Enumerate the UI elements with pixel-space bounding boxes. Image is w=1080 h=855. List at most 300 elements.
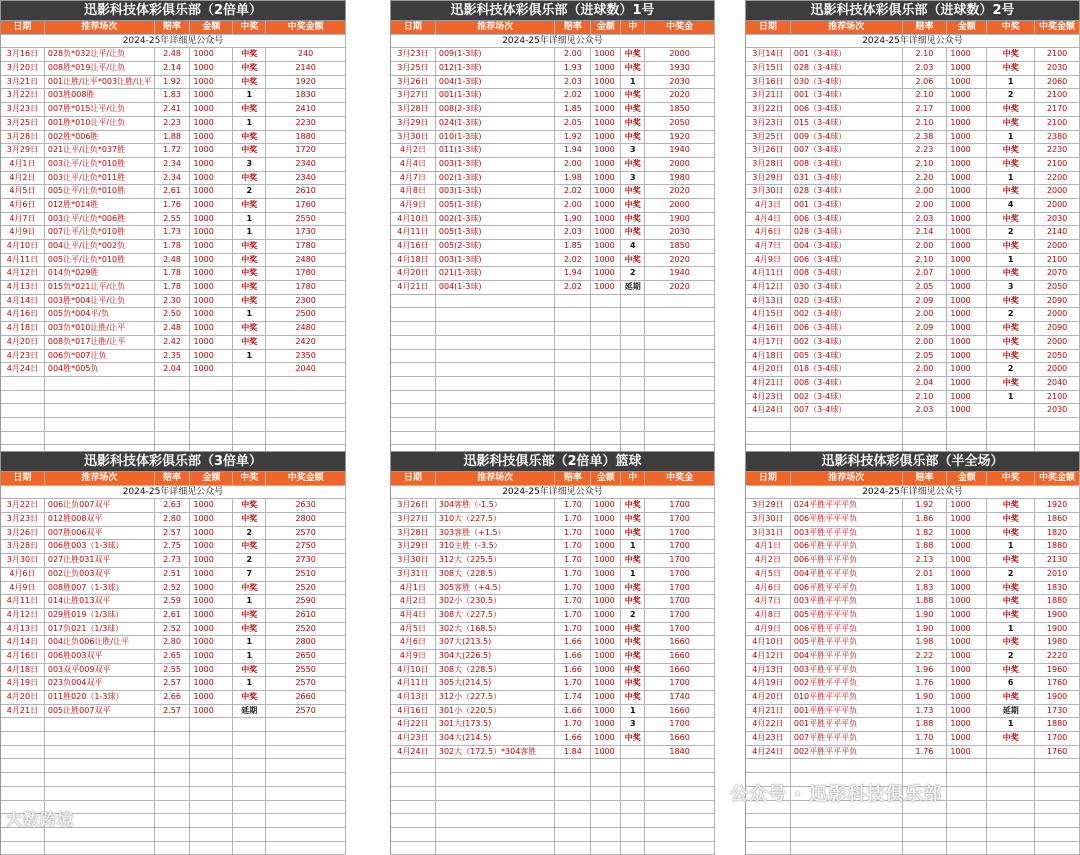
result-cell: 1 xyxy=(621,76,645,90)
amount-cell: 1000 xyxy=(947,691,987,705)
amount-cell: 1000 xyxy=(190,350,233,364)
payout-cell: 1820 xyxy=(1035,527,1080,541)
table-row xyxy=(391,62,715,76)
empty-cell xyxy=(233,732,266,746)
empty-cell xyxy=(436,295,556,309)
payout-cell: 2750 xyxy=(266,540,346,554)
date-cell: 4月2日 xyxy=(746,554,791,568)
subtitle-row xyxy=(1,35,346,49)
odds-cell: 1.92 xyxy=(555,131,591,145)
payout-cell: 1900 xyxy=(645,213,715,227)
empty-cell xyxy=(987,828,1035,842)
empty-row xyxy=(391,842,715,855)
payout-cell: 2140 xyxy=(266,62,346,76)
date-cell: 3月20日 xyxy=(1,62,45,76)
result-cell: 3 xyxy=(621,718,645,732)
date-cell: 4月20日 xyxy=(746,691,791,705)
table-row xyxy=(746,240,1080,254)
pick-cell: 005让平/让负*010胜 xyxy=(45,185,155,199)
amount-cell: 1000 xyxy=(190,254,233,268)
empty-cell xyxy=(45,404,155,418)
result-cell: 中奖 xyxy=(621,213,645,227)
empty-row xyxy=(746,814,1080,828)
table-row xyxy=(391,664,715,678)
pick-cell: 307大(213.5) xyxy=(436,636,556,650)
empty-cell xyxy=(903,432,948,446)
odds-cell: 2.02 xyxy=(555,185,591,199)
table-row xyxy=(1,705,346,719)
date-cell: 4月1日 xyxy=(746,540,791,554)
odds-cell: 2.00 xyxy=(903,240,948,254)
empty-cell xyxy=(155,746,191,760)
empty-cell xyxy=(45,718,155,732)
date-cell: 3月28日 xyxy=(746,158,791,172)
empty-cell xyxy=(621,828,645,842)
amount-cell: 1000 xyxy=(591,144,621,158)
pick-cell: 028（3-4球） xyxy=(791,226,903,240)
table-row xyxy=(391,732,715,746)
result-cell: 中奖 xyxy=(987,636,1035,650)
payout-cell: 1700 xyxy=(645,595,715,609)
result-cell: 1 xyxy=(621,540,645,554)
pick-cell: 005让胜007双平 xyxy=(45,705,155,719)
payout-cell: 2570 xyxy=(266,705,346,719)
empty-cell xyxy=(555,391,591,405)
empty-cell xyxy=(555,336,591,350)
date-cell: 3月29日 xyxy=(391,540,436,554)
column-header: 金额 xyxy=(947,21,987,35)
empty-cell xyxy=(591,787,621,801)
result-cell: 中奖 xyxy=(621,158,645,172)
amount-cell: 1000 xyxy=(190,705,233,719)
payout-cell: 1920 xyxy=(266,76,346,90)
odds-cell: 2.10 xyxy=(903,391,948,405)
table-row xyxy=(1,513,346,527)
empty-cell xyxy=(190,746,233,760)
table-row xyxy=(1,363,346,377)
amount-cell: 1000 xyxy=(947,732,987,746)
empty-cell xyxy=(266,814,346,828)
column-header: 金额 xyxy=(947,472,987,486)
result-cell: 2 xyxy=(233,554,266,568)
empty-cell xyxy=(555,295,591,309)
date-cell: 4月11日 xyxy=(1,254,45,268)
watermark-left: 大数跨境 xyxy=(6,810,75,829)
empty-cell xyxy=(436,759,556,773)
empty-cell xyxy=(233,418,266,432)
odds-cell: 2.52 xyxy=(155,582,191,596)
result-cell: 中奖 xyxy=(233,131,266,145)
empty-cell xyxy=(591,814,621,828)
table-row xyxy=(391,89,715,103)
amount-cell: 1000 xyxy=(190,199,233,213)
amount-cell: 1000 xyxy=(947,746,987,760)
date-cell: 3月31日 xyxy=(746,527,791,541)
empty-cell xyxy=(1,418,45,432)
odds-cell: 2.03 xyxy=(555,226,591,240)
payout-cell: 1700 xyxy=(645,540,715,554)
table-row xyxy=(746,705,1080,719)
amount-cell: 1000 xyxy=(947,199,987,213)
result-cell: 中奖 xyxy=(621,650,645,664)
table-subtitle: 2024-25年详细见公众号 xyxy=(746,486,1080,500)
pick-cell: 008胜*019让平/让负 xyxy=(45,62,155,76)
table-row xyxy=(391,691,715,705)
empty-cell xyxy=(436,404,556,418)
payout-cell: 2030 xyxy=(645,226,715,240)
payout-cell: 2550 xyxy=(266,664,346,678)
amount-cell: 1000 xyxy=(190,185,233,199)
payout-cell: 1960 xyxy=(1035,664,1080,678)
empty-cell xyxy=(436,391,556,405)
date-cell: 3月15日 xyxy=(746,62,791,76)
amount-cell: 1000 xyxy=(591,226,621,240)
table-subtitle: 2024-25年详细见公众号 xyxy=(1,486,346,500)
pick-cell: 028负*032让平/让负 xyxy=(45,48,155,62)
amount-cell: 1000 xyxy=(947,103,987,117)
amount-cell: 1000 xyxy=(947,568,987,582)
empty-row xyxy=(1,432,346,446)
column-header: 中奖 xyxy=(987,21,1035,35)
empty-row xyxy=(391,801,715,815)
empty-cell xyxy=(555,377,591,391)
odds-cell: 1.70 xyxy=(903,732,948,746)
table-row xyxy=(1,350,346,364)
amount-cell: 1000 xyxy=(591,664,621,678)
odds-cell: 1.70 xyxy=(555,623,591,637)
pick-cell: 001让胜/让平*003让胜/让平 xyxy=(45,76,155,90)
table-row xyxy=(746,527,1080,541)
table-row xyxy=(391,103,715,117)
odds-cell: 2.03 xyxy=(555,76,591,90)
table-row xyxy=(1,254,346,268)
date-cell: 4月12日 xyxy=(1,267,45,281)
empty-row xyxy=(1,759,346,773)
date-cell: 3月31日 xyxy=(391,568,436,582)
result-cell: 中奖 xyxy=(621,732,645,746)
empty-cell xyxy=(1035,773,1080,787)
payout-cell: 2480 xyxy=(266,254,346,268)
amount-cell: 1000 xyxy=(947,664,987,678)
empty-cell xyxy=(1,759,45,773)
empty-cell xyxy=(987,842,1035,855)
date-cell: 4月16日 xyxy=(391,705,436,719)
odds-cell: 2.52 xyxy=(155,623,191,637)
table-row xyxy=(1,199,346,213)
amount-cell: 1000 xyxy=(947,499,987,513)
date-cell: 3月29日 xyxy=(746,172,791,186)
pick-cell: 009（3-4球） xyxy=(791,131,903,145)
empty-cell xyxy=(645,404,715,418)
date-cell: 4月6日 xyxy=(746,226,791,240)
pick-cell: 003让平/让负*011胜 xyxy=(45,172,155,186)
amount-cell: 1000 xyxy=(947,295,987,309)
empty-cell xyxy=(155,418,191,432)
empty-cell xyxy=(190,814,233,828)
record-table xyxy=(745,0,1080,473)
empty-cell xyxy=(791,759,903,773)
amount-cell: 1000 xyxy=(190,103,233,117)
result-cell: 中奖 xyxy=(233,103,266,117)
odds-cell: 2.00 xyxy=(903,308,948,322)
payout-cell: 2100 xyxy=(1035,117,1080,131)
pick-cell: 002（3-4球） xyxy=(791,336,903,350)
empty-row xyxy=(391,759,715,773)
payout-cell: 1660 xyxy=(645,636,715,650)
payout-cell: 1730 xyxy=(266,226,346,240)
empty-cell xyxy=(591,418,621,432)
pick-cell: 014让胜013双平 xyxy=(45,595,155,609)
empty-cell xyxy=(903,828,948,842)
pick-cell: 312大（225.5） xyxy=(436,554,556,568)
payout-cell: 1980 xyxy=(1035,636,1080,650)
amount-cell: 1000 xyxy=(591,691,621,705)
pick-cell: 012胜*014胜 xyxy=(45,199,155,213)
result-cell: 中奖 xyxy=(987,609,1035,623)
result-cell: 1 xyxy=(987,540,1035,554)
result-cell: 1 xyxy=(233,213,266,227)
amount-cell: 1000 xyxy=(947,62,987,76)
payout-cell: 2800 xyxy=(266,513,346,527)
payout-cell: 2510 xyxy=(266,568,346,582)
result-cell xyxy=(987,746,1035,760)
payout-cell: 2200 xyxy=(1035,172,1080,186)
odds-cell: 2.35 xyxy=(155,350,191,364)
empty-cell xyxy=(155,377,191,391)
odds-cell: 1.76 xyxy=(155,199,191,213)
payout-cell: 1900 xyxy=(1035,691,1080,705)
payout-cell: 2140 xyxy=(1035,226,1080,240)
table-row xyxy=(1,76,346,90)
date-cell: 4月20日 xyxy=(1,691,45,705)
header-row xyxy=(391,472,715,486)
empty-cell xyxy=(391,828,436,842)
amount-cell: 1000 xyxy=(190,131,233,145)
amount-cell: 1000 xyxy=(591,527,621,541)
empty-cell xyxy=(947,814,987,828)
table-row xyxy=(1,89,346,103)
result-cell: 延期 xyxy=(987,705,1035,719)
odds-cell: 2.03 xyxy=(903,404,948,418)
date-cell: 4月21日 xyxy=(391,281,436,295)
table-row xyxy=(391,609,715,623)
watermark-right: 公众号 · 迅影科技俱乐部 xyxy=(730,784,943,805)
payout-cell: 2100 xyxy=(1035,89,1080,103)
table-row xyxy=(746,89,1080,103)
payout-cell: 2650 xyxy=(266,650,346,664)
date-cell: 4月22日 xyxy=(746,718,791,732)
payout-cell: 2350 xyxy=(266,350,346,364)
date-cell: 3月23日 xyxy=(391,48,436,62)
pick-cell: 002(1-3球) xyxy=(436,172,556,186)
empty-cell xyxy=(45,759,155,773)
result-cell: 3 xyxy=(233,158,266,172)
result-cell: 中奖 xyxy=(987,117,1035,131)
empty-cell xyxy=(266,432,346,446)
date-cell: 4月12日 xyxy=(746,650,791,664)
amount-cell: 1000 xyxy=(190,226,233,240)
date-cell: 4月6日 xyxy=(391,636,436,650)
table-row xyxy=(746,691,1080,705)
amount-cell: 1000 xyxy=(190,595,233,609)
pick-cell: 002让负003双平 xyxy=(45,568,155,582)
amount-cell: 1000 xyxy=(947,213,987,227)
pick-cell: 023负004双平 xyxy=(45,677,155,691)
empty-cell xyxy=(1,718,45,732)
table-row xyxy=(1,499,346,513)
pick-cell: 001（3-4球） xyxy=(791,89,903,103)
payout-cell: 2230 xyxy=(1035,144,1080,158)
date-cell: 3月26日 xyxy=(391,76,436,90)
amount-cell: 1000 xyxy=(591,636,621,650)
payout-cell: 1780 xyxy=(266,281,346,295)
empty-cell xyxy=(621,350,645,364)
amount-cell: 1000 xyxy=(591,677,621,691)
odds-cell: 2.65 xyxy=(155,650,191,664)
odds-cell: 2.55 xyxy=(155,664,191,678)
empty-cell xyxy=(190,801,233,815)
amount-cell: 1000 xyxy=(190,172,233,186)
table-row xyxy=(746,322,1080,336)
amount-cell: 1000 xyxy=(591,158,621,172)
result-cell: 中奖 xyxy=(987,664,1035,678)
odds-cell: 2.80 xyxy=(155,513,191,527)
date-cell: 4月8日 xyxy=(391,185,436,199)
amount-cell: 1000 xyxy=(947,281,987,295)
payout-cell: 1700 xyxy=(645,718,715,732)
result-cell: 中奖 xyxy=(987,48,1035,62)
pick-cell: 002胜*006胜 xyxy=(45,131,155,145)
empty-row xyxy=(746,842,1080,855)
empty-cell xyxy=(1,432,45,446)
empty-cell xyxy=(591,295,621,309)
empty-cell xyxy=(436,787,556,801)
pick-cell: 002(1-3球) xyxy=(436,213,556,227)
amount-cell: 1000 xyxy=(947,677,987,691)
pick-cell: 003(1-3球) xyxy=(436,185,556,199)
result-cell: 中奖 xyxy=(987,267,1035,281)
payout-cell: 2410 xyxy=(266,103,346,117)
table-row xyxy=(746,254,1080,268)
empty-cell xyxy=(591,828,621,842)
empty-cell xyxy=(645,432,715,446)
amount-cell: 1000 xyxy=(591,746,621,760)
payout-cell: 2590 xyxy=(266,595,346,609)
empty-cell xyxy=(1035,418,1080,432)
result-cell: 1 xyxy=(987,623,1035,637)
empty-cell xyxy=(190,718,233,732)
table-subtitle: 2024-25年详细见公众号 xyxy=(746,35,1080,49)
empty-cell xyxy=(791,432,903,446)
date-cell: 4月21日 xyxy=(746,705,791,719)
payout-cell: 1760 xyxy=(1035,746,1080,760)
amount-cell: 1000 xyxy=(947,540,987,554)
result-cell: 中奖 xyxy=(987,595,1035,609)
table-row xyxy=(391,213,715,227)
date-cell: 4月6日 xyxy=(1,568,45,582)
table-row xyxy=(746,677,1080,691)
amount-cell: 1000 xyxy=(190,363,233,377)
payout-cell: 2340 xyxy=(266,172,346,186)
empty-cell xyxy=(555,322,591,336)
date-cell: 3月30日 xyxy=(391,554,436,568)
payout-cell: 1700 xyxy=(645,582,715,596)
pick-cell: 031（3-4球） xyxy=(791,172,903,186)
table-row xyxy=(746,185,1080,199)
pick-cell: 024平胜平平平负 xyxy=(791,499,903,513)
date-cell: 3月26日 xyxy=(391,499,436,513)
date-cell: 4月20日 xyxy=(391,267,436,281)
date-cell: 4月21日 xyxy=(746,377,791,391)
pick-cell: 308大（227.5） xyxy=(436,609,556,623)
amount-cell: 1000 xyxy=(190,322,233,336)
amount-cell: 1000 xyxy=(190,691,233,705)
result-cell: 1 xyxy=(233,677,266,691)
table-row xyxy=(746,623,1080,637)
odds-cell: 2.02 xyxy=(555,281,591,295)
table-row xyxy=(746,158,1080,172)
result-cell: 2 xyxy=(233,527,266,541)
result-cell: 中奖 xyxy=(233,240,266,254)
empty-cell xyxy=(436,432,556,446)
empty-cell xyxy=(391,391,436,405)
empty-cell xyxy=(645,350,715,364)
payout-cell: 2100 xyxy=(1035,48,1080,62)
pick-cell: 308大（228.5） xyxy=(436,664,556,678)
payout-cell: 2040 xyxy=(1035,377,1080,391)
amount-cell: 1000 xyxy=(947,172,987,186)
odds-cell: 1.66 xyxy=(555,650,591,664)
payout-cell: 2230 xyxy=(266,117,346,131)
empty-cell xyxy=(555,842,591,855)
empty-cell xyxy=(645,363,715,377)
empty-cell xyxy=(45,746,155,760)
empty-row xyxy=(1,732,346,746)
empty-cell xyxy=(391,759,436,773)
empty-cell xyxy=(947,801,987,815)
result-cell xyxy=(233,363,266,377)
empty-row xyxy=(391,828,715,842)
result-cell xyxy=(987,404,1035,418)
result-cell: 1 xyxy=(233,595,266,609)
table-row xyxy=(1,62,346,76)
column-header: 日期 xyxy=(746,472,791,486)
odds-cell: 2.23 xyxy=(903,144,948,158)
payout-cell: 2170 xyxy=(1035,103,1080,117)
table-row xyxy=(1,650,346,664)
payout-cell: 2000 xyxy=(1035,363,1080,377)
date-cell: 4月13日 xyxy=(746,664,791,678)
date-cell: 4月16日 xyxy=(1,650,45,664)
payout-cell: 2100 xyxy=(1035,391,1080,405)
result-cell: 中奖 xyxy=(233,267,266,281)
empty-cell xyxy=(591,336,621,350)
empty-cell xyxy=(233,828,266,842)
odds-cell: 1.70 xyxy=(555,554,591,568)
odds-cell: 2.00 xyxy=(555,199,591,213)
result-cell: 中奖 xyxy=(621,48,645,62)
result-cell: 中奖 xyxy=(621,62,645,76)
odds-cell: 2.05 xyxy=(555,117,591,131)
pick-cell: 006胜003（1-3球） xyxy=(45,540,155,554)
payout-cell: 2010 xyxy=(1035,568,1080,582)
amount-cell: 1000 xyxy=(591,172,621,186)
empty-cell xyxy=(155,828,191,842)
pick-cell: 308大（228.5） xyxy=(436,568,556,582)
table-row xyxy=(391,254,715,268)
odds-cell: 1.78 xyxy=(155,240,191,254)
odds-cell: 1.70 xyxy=(555,527,591,541)
